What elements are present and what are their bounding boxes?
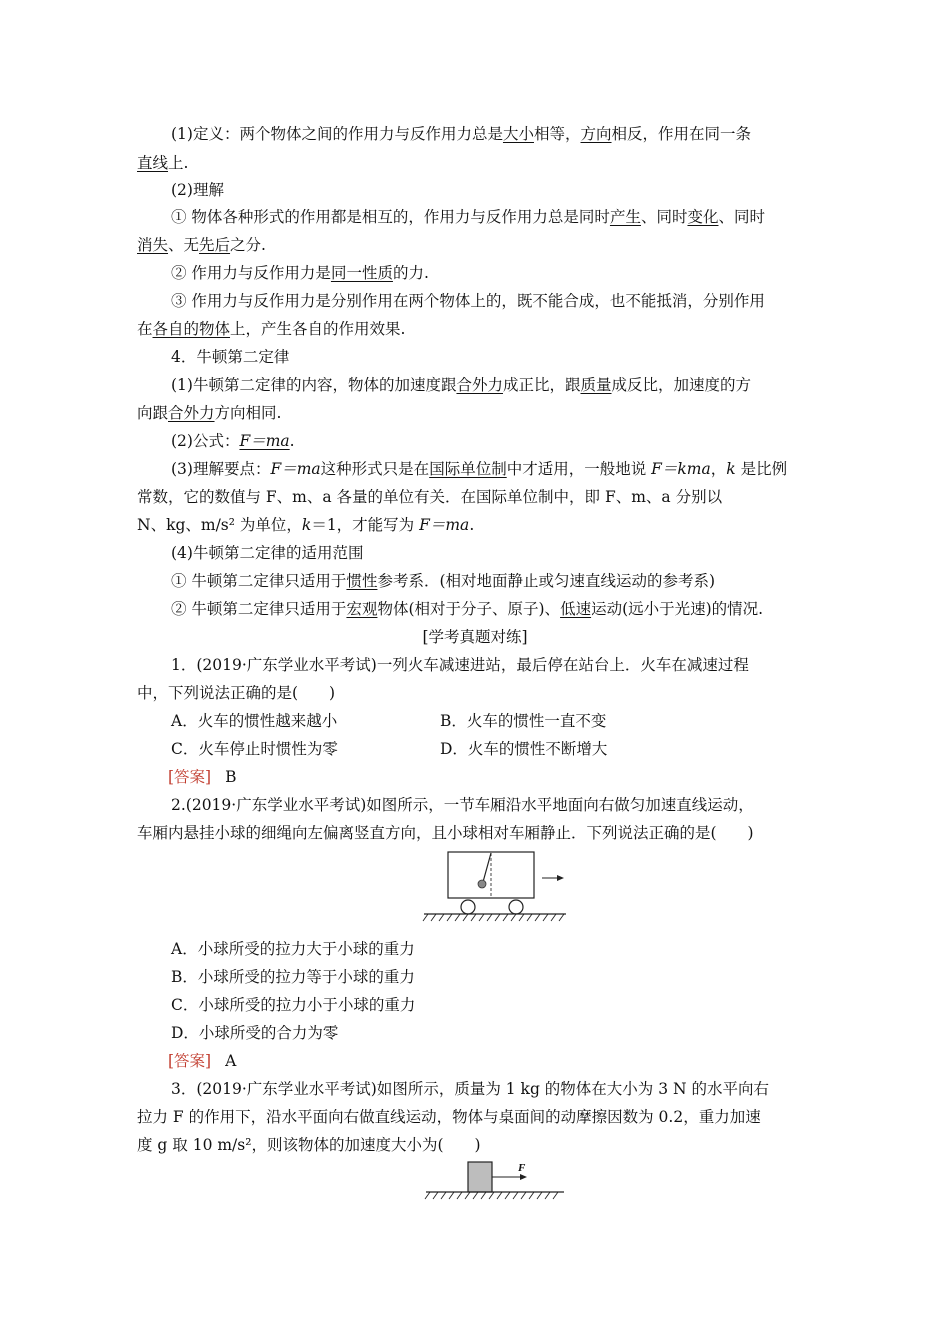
text: 中才适用，一般地说 (506, 460, 652, 478)
q1-option-a: A．火车的惯性越来越小 (171, 712, 338, 730)
understanding-point-2 (171, 263, 429, 283)
block-force-figure (424, 1158, 566, 1208)
text: N、kg、m/s² 为单位， (137, 516, 302, 534)
text: ① 牛顿第二定律只适用于 (171, 572, 347, 590)
answer-label: [答案] (168, 1052, 212, 1070)
underlined-term: 产生 (609, 208, 641, 226)
understanding-point-1 (171, 207, 765, 227)
underlined-term: 合外力 (456, 376, 503, 394)
text: 的力. (392, 264, 429, 282)
newton2-content-line-2 (137, 403, 281, 423)
scope-title: (4)牛顿第二定律的适用范围 (171, 544, 364, 562)
underlined-term: 消失 (137, 236, 169, 254)
text: 成反比，加速度的方 (611, 376, 752, 394)
q1-answer (168, 767, 237, 787)
text: 在 (137, 320, 153, 338)
section-heading: 4．牛顿第二定律 (171, 348, 290, 366)
key-points-line-1 (171, 459, 787, 479)
text: 、同时 (718, 208, 765, 226)
formula: F＝ma (239, 432, 290, 450)
text: ② 牛顿第二定律只适用于 (171, 600, 347, 618)
understanding-title: (2)理解 (171, 181, 224, 199)
formula: k (301, 516, 312, 534)
ball (478, 880, 486, 888)
text: 是比例 (735, 460, 788, 478)
underlined-term: 方向 (580, 125, 612, 143)
force-label: F (518, 1162, 526, 1174)
q2-option-c: C．小球所受的拉力小于小球的重力 (171, 996, 416, 1014)
q2-option-b: B．小球所受的拉力等于小球的重力 (171, 968, 415, 986)
understanding-point-3-cont (137, 319, 405, 339)
arrow-head-icon (557, 875, 564, 881)
practice-section-title: [学考真题对练] (422, 628, 528, 646)
underlined-term: 惯性 (346, 572, 378, 590)
text: (2)公式： (171, 432, 240, 450)
text: 相反，作用在同一条 (611, 125, 752, 143)
q1-option-d: D．火车的惯性不断增大 (440, 740, 608, 758)
text: 这种形式只是在 (320, 460, 430, 478)
formula: F＝ma (270, 460, 321, 478)
ground-hatching (423, 914, 564, 921)
wheel (461, 900, 475, 914)
underlined-term: 直线 (137, 154, 169, 172)
underlined-term: 国际单位制 (429, 460, 507, 478)
q2-option-a: A．小球所受的拉力大于小球的重力 (171, 940, 415, 958)
text: 上. (168, 154, 189, 172)
scope-point-1 (171, 571, 715, 591)
answer-label: [答案] (168, 768, 212, 786)
text: 运动(远小于光速)的情况. (591, 600, 764, 618)
underlined-term: 变化 (687, 208, 719, 226)
text: ， (710, 460, 727, 478)
q3-stem-line-2: 拉力 F 的作用下，沿水平面向右做直线运动，物体与桌面间的动摩擦因数为 0.2，重力加速 (137, 1108, 761, 1126)
text: . (469, 516, 475, 534)
underlined-term: 同一性质 (330, 264, 393, 282)
q1-option-b: B．火车的惯性一直不变 (440, 712, 607, 730)
understanding-point-1-cont (137, 235, 266, 255)
text: 参考系．(相对地面静止或匀速直线运动的参考系) (377, 572, 716, 590)
underlined-term: 宏观 (346, 600, 378, 618)
text: ＝1，才能写为 (311, 516, 420, 534)
understanding-point-3: ③ 作用力与反作用力是分别作用在两个物体上的，既不能合成，也不能抵消，分别作用 (171, 292, 765, 310)
definition-line-2 (137, 153, 188, 173)
underlined-term: 各自的物体 (152, 320, 231, 338)
q2-stem-line-2: 车厢内悬挂小球的细绳向左偏离竖直方向，且小球相对车厢静止．下列说法正确的是( ) (137, 824, 754, 842)
answer-value: A (225, 1052, 237, 1070)
text: ① 物体各种形式的作用都是相互的，作用力与反作用力总是同时 (171, 208, 610, 226)
q2-option-d: D．小球所受的合力为零 (171, 1024, 339, 1042)
key-points-line-2: 常数，它的数值与 F、m、a 各量的单位有关．在国际单位制中，即 F、m、a 分别以 (137, 488, 723, 506)
text: 相等， (533, 125, 581, 143)
underlined-term: 大小 (502, 125, 534, 143)
text: . (289, 432, 295, 450)
arrow-head-icon (520, 1174, 527, 1180)
underlined-term: 质量 (580, 376, 612, 394)
newton2-content-line-1 (171, 375, 751, 395)
formula: F＝kma (651, 460, 711, 478)
text: 上，产生各自的作用效果. (230, 320, 406, 338)
formula-line (171, 431, 295, 451)
text: 物体(相对于分子、原子)、 (377, 600, 561, 618)
formula: k (726, 460, 736, 478)
q1-option-c: C．火车停止时惯性为零 (171, 740, 338, 758)
text: 成正比，跟 (502, 376, 581, 394)
block (468, 1162, 492, 1192)
formula: F＝ma (419, 516, 470, 534)
q3-stem-line-3: 度 g 取 10 m/s²，则该物体的加速度大小为( ) (137, 1136, 481, 1154)
q3-stem-line-1: 3．(2019·广东学业水平考试)如图所示，质量为 1 kg 的物体在大小为 3 N 的水平向右 (171, 1080, 769, 1098)
wheel (509, 900, 523, 914)
train-car-figure (420, 848, 570, 924)
scope-point-2 (171, 599, 763, 619)
ground-hatching (425, 1192, 558, 1199)
text: ② 作用力与反作用力是 (171, 264, 331, 282)
text: 向跟 (137, 404, 169, 422)
text: 方向相同. (214, 404, 282, 422)
text: 之分. (230, 236, 266, 254)
q2-answer (168, 1051, 236, 1071)
key-points-line-3 (137, 515, 474, 535)
q1-stem-line-2: 中，下列说法正确的是( ) (137, 684, 336, 702)
text: (1)牛顿第二定律的内容，物体的加速度跟 (171, 376, 457, 394)
underlined-term: 先后 (199, 236, 231, 254)
text: (1)定义：两个物体之间的作用力与反作用力总是 (171, 125, 503, 143)
text: (3)理解要点： (171, 460, 271, 478)
q2-stem-line-1: 2.(2019·广东学业水平考试)如图所示，一节车厢沿水平地面向右做匀加速直线运动， (171, 796, 754, 814)
text: 、无 (168, 236, 200, 254)
text: 、同时 (640, 208, 688, 226)
answer-value: B (225, 768, 237, 786)
definition-line-1 (171, 124, 751, 144)
q1-stem-line-1: 1．(2019·广东学业水平考试)一列火车减速进站，最后停在站台上．火车在减速过程 (171, 656, 749, 674)
underlined-term: 低速 (560, 600, 592, 618)
underlined-term: 合外力 (168, 404, 215, 422)
